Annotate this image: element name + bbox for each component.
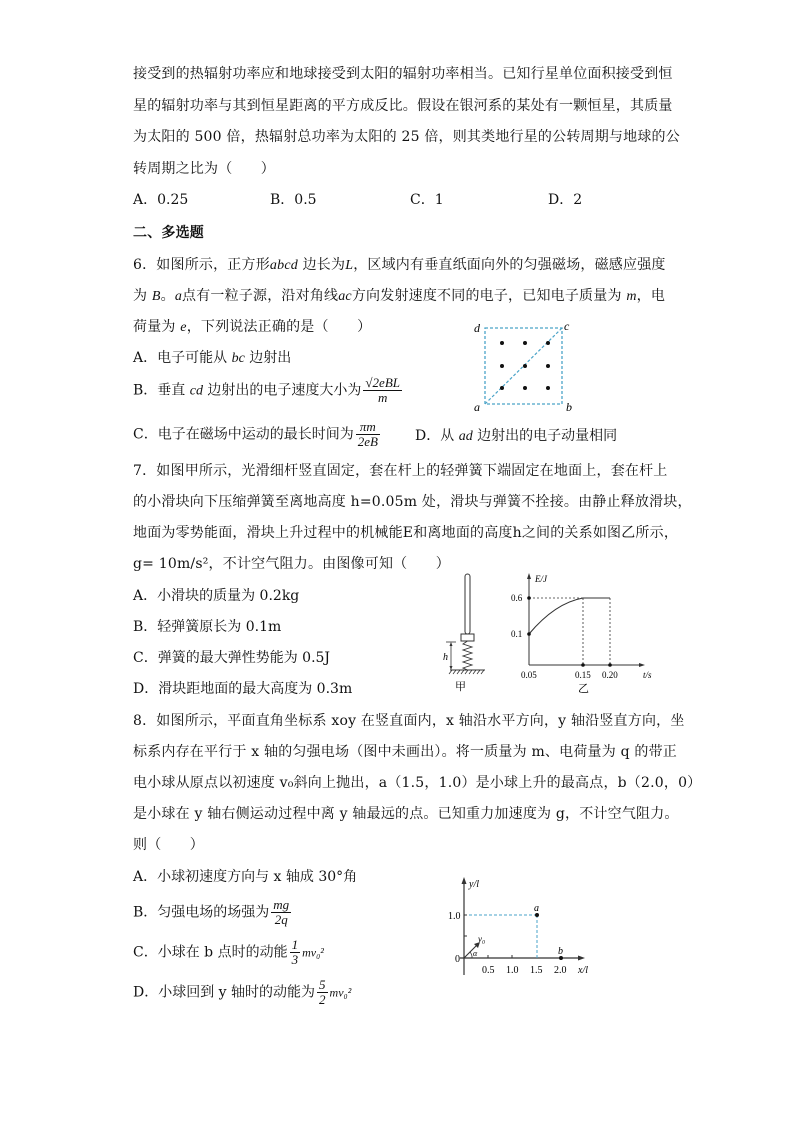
var: bc	[231, 351, 245, 366]
q7-option-d: D．滑块距地面的最大高度为 0.3m	[133, 681, 353, 697]
text: C．小球在 b 点时的动能	[133, 944, 288, 961]
fraction	[363, 376, 402, 405]
x-tick-1.5: 1.5	[530, 965, 543, 976]
text: C．电子在磁场中运动的最长时间为	[133, 426, 354, 443]
text: 为	[133, 288, 148, 304]
y-tick-0.6: 0.6	[511, 593, 523, 603]
q8-option-a: A．小球初速度方向与 x 轴成 30°角	[133, 869, 358, 885]
q7-line-1: 7．如图甲所示，光滑细杆竖直固定，套在杆上的轻弹簧下端固定在地面上，套在杆上	[133, 463, 668, 479]
denominator: 2eB	[357, 434, 378, 449]
text: ，区域内有垂直纸面向外的匀强磁场，磁感应强度	[353, 257, 666, 273]
q7-line-3: 地面为零势能面，滑块上升过程中的机械能E和离地面的高度h之间的关系如图乙所示，	[133, 525, 679, 541]
var: cd	[189, 383, 203, 399]
alpha-label: α	[473, 949, 478, 958]
q6-line-2	[133, 287, 665, 306]
denominator: 3	[291, 952, 299, 967]
x-axis-label: t/s	[643, 670, 652, 680]
var: ad	[458, 429, 473, 444]
text: B．垂直	[133, 382, 186, 399]
fraction	[356, 420, 380, 449]
var: e	[180, 320, 187, 335]
q7-spring-rod-figure	[440, 570, 500, 695]
text: 点有一粒子源，沿对角线	[182, 288, 339, 304]
text: ，下列说法正确的是（ ）	[186, 319, 372, 335]
var: B	[151, 289, 161, 304]
x-axis-label: x/l	[578, 965, 588, 976]
var: abcd	[269, 258, 298, 273]
numerator: 1	[291, 937, 299, 952]
denominator: m	[378, 390, 388, 405]
text: 边射出的电子速度大小为	[207, 382, 362, 399]
numerator: mg	[273, 897, 290, 912]
q8-line-2: 标系内存在平行于 x 轴的匀强电场（图中未画出）。将一质量为 m、电荷量为 q 的带正	[133, 744, 677, 760]
expression: mv₀²	[302, 945, 324, 960]
q8-coordinate-figure	[430, 865, 610, 985]
h-label: h	[443, 652, 448, 663]
text: 边长为	[302, 257, 346, 273]
x-tick-0.05: 0.05	[521, 670, 537, 680]
label-b: b	[566, 400, 572, 414]
q8-option-b	[133, 898, 293, 927]
q6-line-1	[133, 256, 666, 275]
label-c: c	[564, 319, 570, 333]
y-axis-label: E/J	[535, 574, 547, 584]
expression: mv₀²	[329, 985, 352, 1000]
text: 6．如图所示，正方形	[133, 257, 270, 273]
q7-option-a: A．小滑块的质量为 0.2kg	[133, 588, 300, 604]
y-tick-1.0: 1.0	[448, 911, 461, 922]
text: 边射出的电子动量相同	[477, 428, 618, 444]
text: 方向发射速度不同的电子，已知电子质量为	[351, 288, 622, 304]
q5-line-4: 转周期之比为（ ）	[133, 161, 275, 177]
text: A．电子可能从	[133, 350, 228, 366]
q6-option-a	[133, 349, 291, 368]
text: 边射出	[249, 350, 292, 366]
text: ，电	[636, 288, 666, 304]
fraction	[271, 898, 291, 927]
numerator: 5	[319, 977, 326, 992]
fraction	[290, 938, 301, 967]
point-b-label: b	[558, 946, 563, 957]
q7-option-c: C．弹簧的最大弹性势能为 0.5J	[133, 650, 331, 666]
q7-line-2: 的小滑块向下压缩弹簧至离地高度 h=0.05m 处，滑块与弹簧不拴接。由静止释放滑块，	[133, 494, 692, 510]
q5-option-c: C．1	[410, 192, 444, 208]
x-tick-1.0: 1.0	[506, 965, 519, 976]
q8-line-5: 则（ ）	[133, 837, 204, 853]
x-tick-0.5: 0.5	[482, 965, 495, 976]
var: ac	[338, 289, 352, 304]
text: D．从	[415, 428, 455, 444]
var: m	[626, 289, 637, 304]
x-tick-2.0: 2.0	[554, 965, 567, 976]
y-tick-0.1: 0.1	[511, 629, 523, 639]
q5-line-2: 星的辐射功率与其到恒星距离的平方成反比。假设在银河系的某处有一颗恒星，其质量	[133, 98, 673, 114]
q8-option-d	[133, 978, 351, 1007]
q5-option-b: B．0.5	[270, 192, 317, 208]
q7-option-b: B．轻弹簧原长为 0.1m	[133, 619, 282, 635]
y-axis-label: y/l	[469, 879, 479, 890]
q6-line-3	[133, 318, 371, 337]
numerator: πm	[356, 420, 380, 435]
fraction	[317, 978, 328, 1007]
q6-square-magnetic-field-figure	[470, 315, 580, 415]
text: 。	[160, 288, 175, 304]
x-tick-0.15: 0.15	[575, 670, 591, 680]
q7-energy-height-graph	[505, 570, 655, 695]
section-title: 二、多选题	[133, 225, 204, 241]
x-tick-0.20: 0.20	[602, 670, 618, 680]
q8-line-3: 电小球从原点以初速度 v₀斜向上抛出，a（1.5，1.0）是小球上升的最高点，b（2.0，0）	[133, 775, 702, 791]
denominator: 2q	[274, 912, 288, 927]
v0-label: v₀	[478, 934, 486, 944]
q7-line-4: g= 10m/s²，不计空气阻力。由图像可知（ ）	[133, 556, 450, 572]
q8-option-c	[133, 938, 324, 967]
label-a: a	[474, 400, 480, 414]
q8-line-1: 8．如图所示，平面直角坐标系 xoy 在竖直面内，x 轴沿水平方向，y 轴沿竖直方向，坐	[133, 713, 685, 729]
q8-line-4: 是小球在 y 轴右侧运动过程中离 y 轴最远的点。已知重力加速度为 g，不计空气阻力。	[133, 806, 679, 822]
label-d: d	[474, 321, 480, 335]
text: D．小球回到 y 轴时的动能为	[133, 984, 316, 1001]
q5-line-3: 为太阳的 500 倍，热辐射总功率为太阳的 25 倍，则其类地行星的公转周期与地球的公	[133, 129, 680, 145]
caption-jia: 甲	[455, 681, 466, 693]
var: a	[174, 289, 183, 304]
point-a-label: a	[534, 903, 539, 914]
text: 荷量为	[133, 319, 176, 335]
q5-option-a: A．0.25	[133, 192, 189, 208]
text: B．匀强电场的场强为	[133, 904, 270, 921]
q6-option-c	[133, 420, 382, 449]
q6-option-b	[133, 376, 404, 405]
denominator: 2	[319, 992, 326, 1007]
caption-yi: 乙	[578, 683, 589, 695]
q6-option-d	[415, 427, 617, 446]
q5-option-d: D．2	[548, 192, 583, 208]
q5-line-1: 接受到的热辐射功率应和地球接受到太阳的辐射功率相当。已知行星单位面积接受到恒	[133, 66, 673, 82]
var: L	[345, 258, 354, 273]
numerator: √2eBL	[365, 375, 400, 390]
origin-label: 0	[455, 954, 460, 965]
